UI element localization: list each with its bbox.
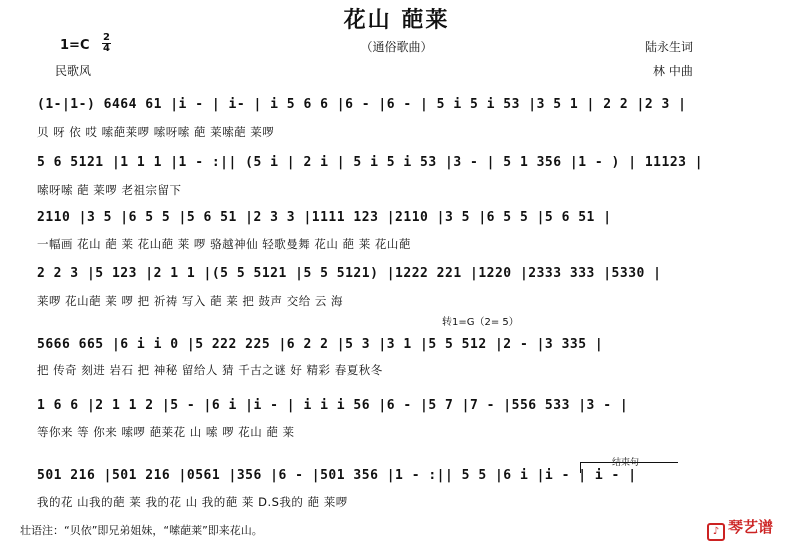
lyric-row-4: 莱啰 花山葩 莱 啰 把 祈祷 写入 葩 莱 把 鼓声 交给 云 海 bbox=[37, 294, 344, 308]
lyricist-credit: 陆永生词 bbox=[645, 40, 694, 54]
notation-row-6: 1 6 6 |2 1 1 2 |5 - |6 i |i - | i i i 56 |6 - |5 7 |7 - |556 533 |3 - | bbox=[37, 398, 629, 413]
lyric-row-2: 嗦呀嗦 葩 莱啰 老祖宗留下 bbox=[37, 183, 182, 197]
style-label: 民歌风 bbox=[55, 64, 92, 78]
lyric-row-1: 贝 呀 依 哎 嗦葩莱啰 嗦呀嗦 葩 莱嗦葩 莱啰 bbox=[37, 125, 275, 139]
notation-row-3: 2110 |3 5 |6 5 5 |5 6 51 |2 3 3 |1111 123 |2110 |3 5 |6 5 5 |5 6 51 | bbox=[37, 210, 612, 225]
notation-row-5: 5666 665 |6 i i 0 |5 222 225 |6 2 2 |5 3 |3 1 |5 5 512 |2 - |3 335 | bbox=[37, 337, 604, 352]
notation-row-1: (1-|1-) 6464 61 |i - | i- | i 5 6 6 |6 - |6 - | 5 i 5 i 53 |3 5 1 | 2 2 |2 3 | bbox=[37, 97, 687, 112]
lyric-row-7: 我的花 山我的葩 莱 我的花 山 我的葩 莱 D.S我的 葩 莱啰 bbox=[37, 495, 348, 509]
notation-row-7: 501 216 |501 216 |0561 |356 |6 - |501 356 |1 - :|| 5 5 |6 i |i - | i - | bbox=[37, 468, 637, 483]
logo-icon: ♪ bbox=[707, 523, 725, 541]
lyric-row-3: 一幅画 花山 葩 莱 花山葩 莱 啰 骆越神仙 轻歌曼舞 花山 葩 莱 花山葩 bbox=[37, 237, 411, 251]
modulation-note: 转1=G（2= 5） bbox=[442, 317, 519, 328]
notation-row-4: 2 2 3 |5 123 |2 1 1 |(5 5 5121 |5 5 5121) |1222 221 |1220 |2333 333 |5330 | bbox=[37, 266, 662, 281]
key-signature: 1=C bbox=[60, 38, 90, 53]
lyric-row-6: 等你来 等 你来 嗦啰 葩莱花 山 嗦 啰 花山 葩 莱 bbox=[37, 425, 295, 439]
notation-row-2: 5 6 5121 |1 1 1 |1 - :|| (5 i | 2 i | 5 i 5 i 53 |3 - | 5 1 356 |1 - ) | 11123 | bbox=[37, 155, 704, 170]
song-subtitle: （通俗歌曲） bbox=[360, 40, 433, 54]
footnote: 壮语注：“贝依”即兄弟姐妹，“嗦葩莱”即来花山。 bbox=[20, 524, 263, 537]
site-logo bbox=[707, 516, 773, 541]
song-title: 花山 葩莱 bbox=[343, 8, 450, 33]
meter-top: 2 bbox=[103, 32, 110, 43]
logo-text: 琴艺谱 bbox=[728, 518, 774, 536]
ending-label: 结束句 bbox=[612, 458, 640, 468]
composer-credit: 林 中曲 bbox=[653, 64, 693, 78]
time-signature bbox=[102, 33, 111, 54]
meter-bottom: 4 bbox=[103, 43, 110, 54]
lyric-row-5: 把 传奇 刻进 岩石 把 神秘 留给人 猜 千古之谜 好 精彩 春夏秋冬 bbox=[37, 363, 383, 377]
